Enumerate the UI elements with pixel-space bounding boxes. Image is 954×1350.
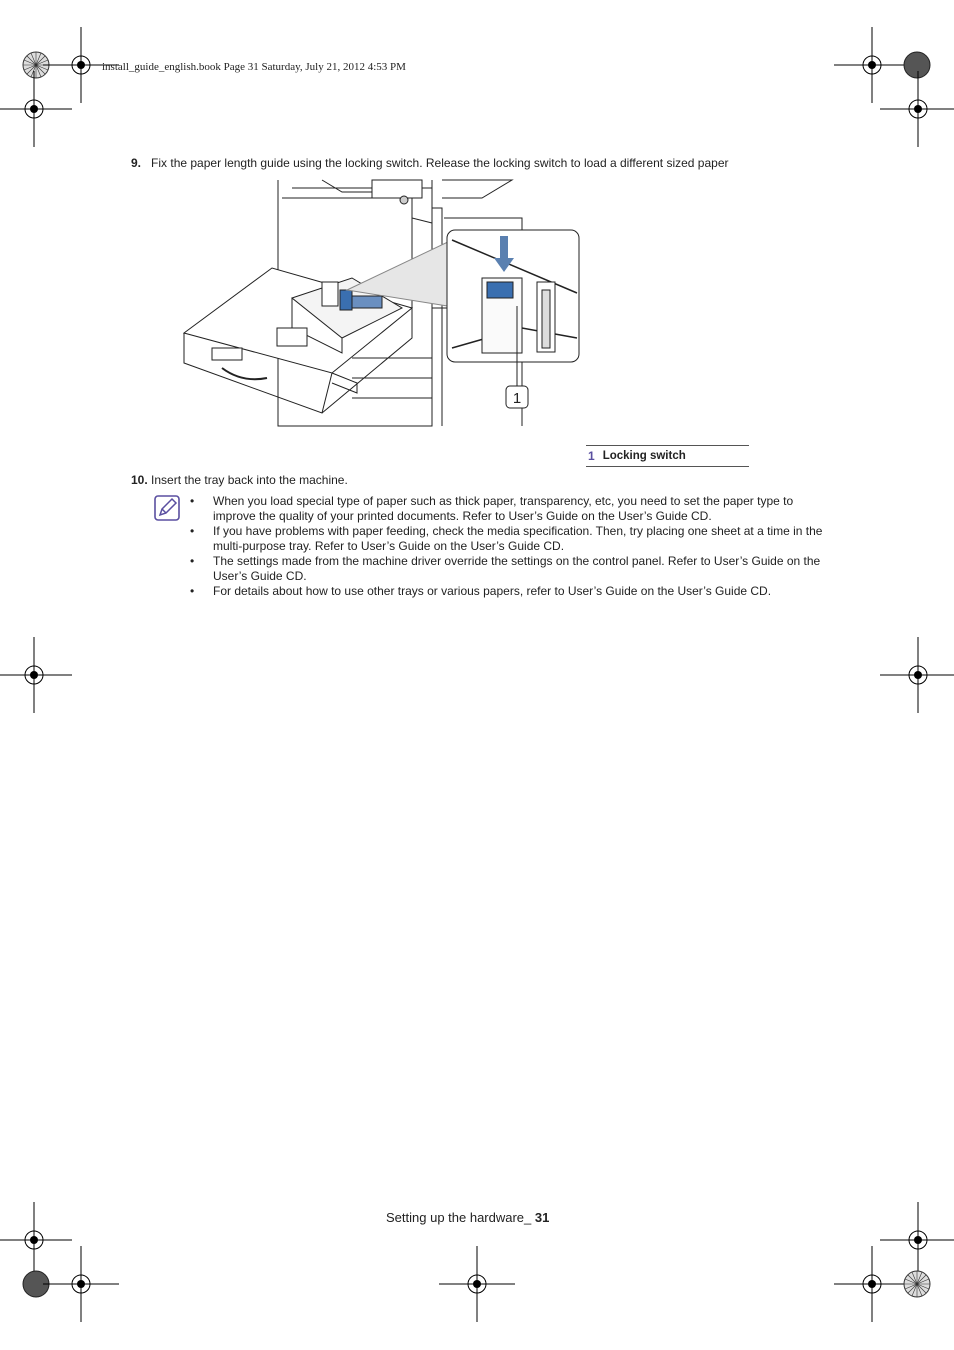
callout-label: 1 xyxy=(512,390,522,407)
caption-number: 1 xyxy=(588,449,595,463)
step-text: Insert the tray back into the machine. xyxy=(151,473,348,487)
step-number: 9. xyxy=(131,156,142,170)
list-item: • When you load special type of paper such as thick paper, transparency, etc, you need to set the paper type to improve the quality of your printed documents. Refer to User’s Guide on the User’s Guide CD. xyxy=(190,494,794,523)
print-info-header: install_guide_english.book Page 31 Saturday, July 21, 2012 4:53 PM xyxy=(102,61,406,73)
step-text: Fix the paper length guide using the locking switch. Release the locking switch to load a different sized paper xyxy=(151,156,729,170)
bullet-marker: • xyxy=(190,494,195,508)
step-number: 10. xyxy=(131,473,148,487)
notes-list xyxy=(190,494,830,599)
bullet-marker: • xyxy=(190,554,195,568)
tray-illustration xyxy=(182,178,582,438)
step-10 xyxy=(131,473,348,487)
bullet-marker: • xyxy=(190,584,195,598)
step-9 xyxy=(131,156,728,170)
list-item: • If you have problems with paper feeding, check the media specification. Then, try placing one sheet at a time in the multi-purpose tray. Refer to User’s Guide on the User’s Guide CD. xyxy=(190,524,823,553)
caption-label: Locking switch xyxy=(602,450,686,462)
list-item: • For details about how to use other trays or various papers, refer to User’s Guide on the User’s Guide CD. xyxy=(190,584,772,598)
footer-section: Setting up the hardware_ xyxy=(386,1210,535,1225)
note-pencil-icon xyxy=(154,495,180,521)
page-footer xyxy=(386,1210,549,1225)
figure-caption xyxy=(586,445,749,467)
list-item: • The settings made from the machine driver override the settings on the control panel. Refer to User’s Guide on the User’s Guide CD. xyxy=(190,554,821,583)
bullet-marker: • xyxy=(190,524,195,538)
page-number: 31 xyxy=(534,1210,550,1225)
